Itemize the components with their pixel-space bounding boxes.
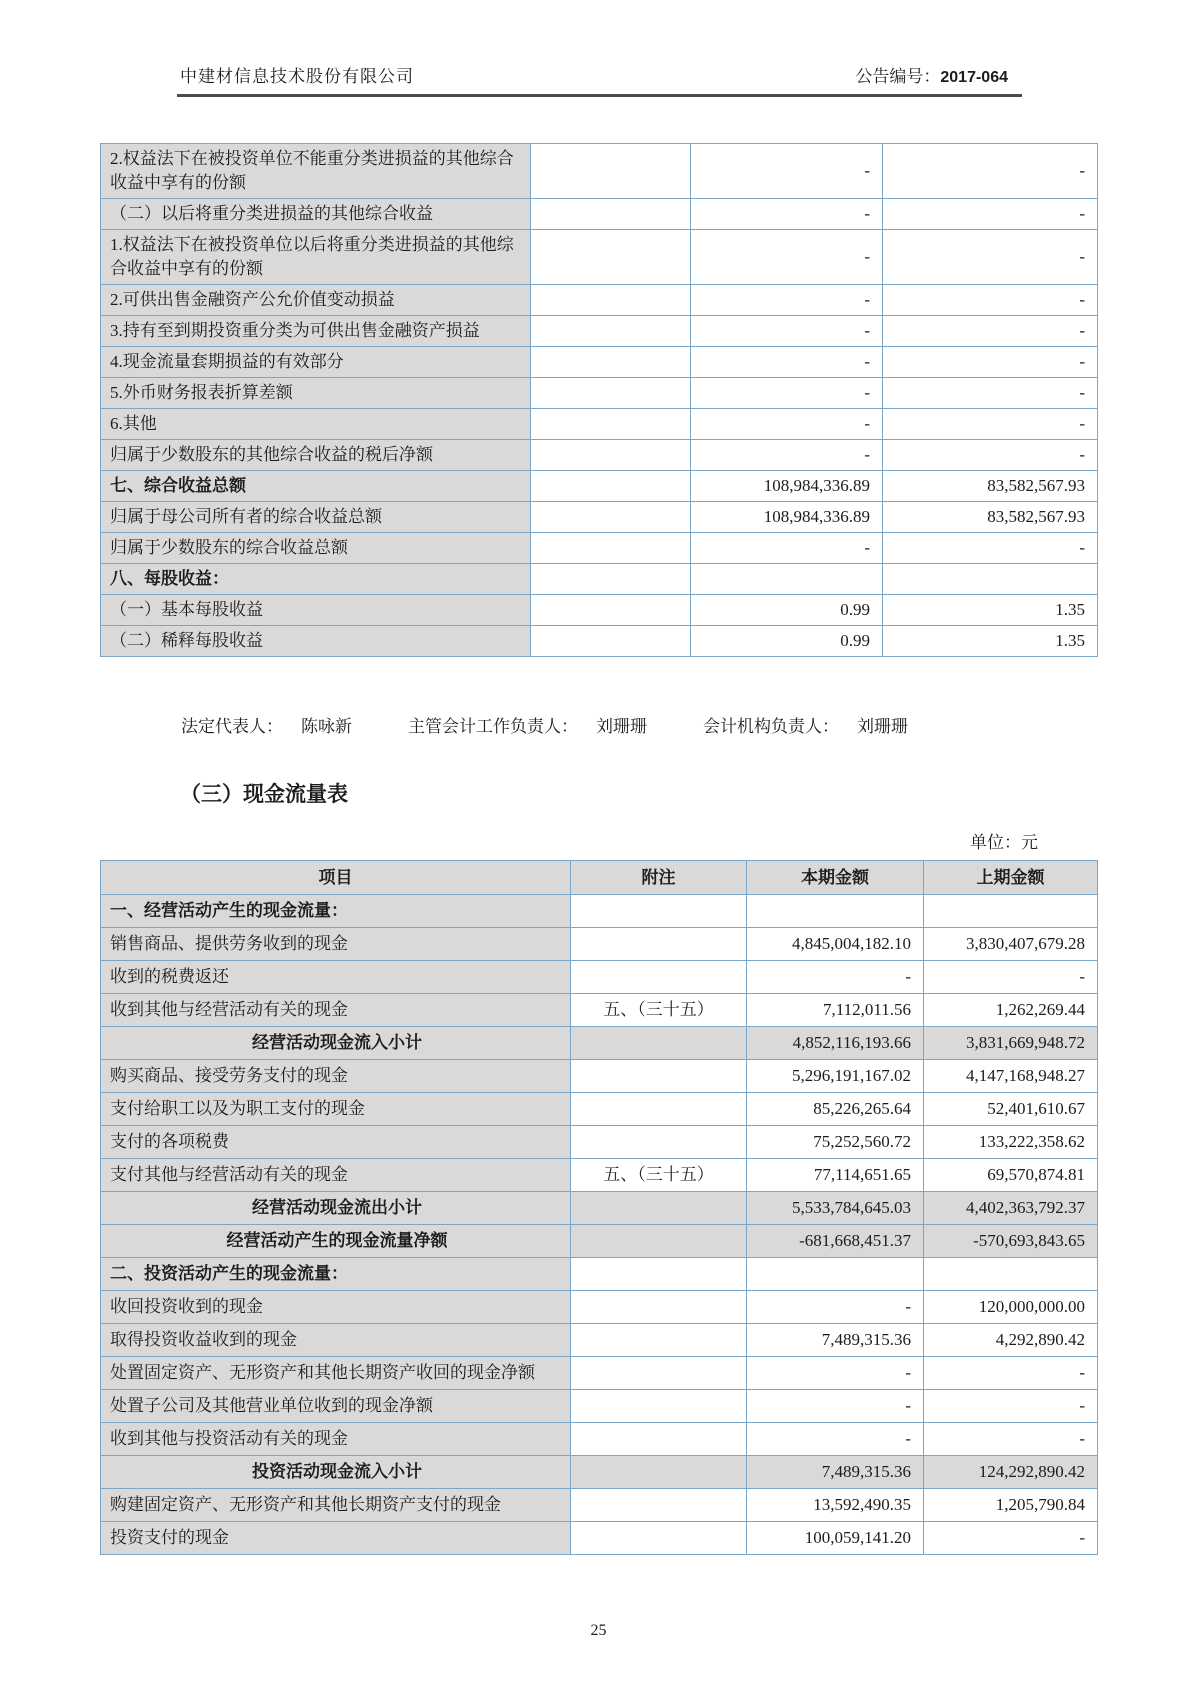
notice-label: 公告编号： — [855, 67, 941, 86]
row-current-cell — [747, 1258, 924, 1291]
income-table-row — [101, 316, 1098, 347]
row-label-cell: 6.其他 — [101, 409, 531, 440]
cash-flow-table-row — [101, 994, 1098, 1027]
row-note-cell — [531, 409, 691, 440]
row-note-cell — [531, 199, 691, 230]
row-label-cell: 经营活动产生的现金流量净额 — [101, 1225, 571, 1258]
row-current-cell: - — [691, 378, 883, 409]
income-table-row — [101, 440, 1098, 471]
row-note-cell — [571, 1126, 747, 1159]
row-current-cell: 13,592,490.35 — [747, 1489, 924, 1522]
col-header-note: 附注 — [571, 861, 747, 895]
row-label-cell: 处置固定资产、无形资产和其他长期资产收回的现金净额 — [101, 1357, 571, 1390]
notice-value: 2017-064 — [940, 69, 1008, 86]
row-label-cell: 归属于少数股东的综合收益总额 — [101, 533, 531, 564]
row-note-cell — [531, 230, 691, 285]
row-note-cell — [531, 533, 691, 564]
row-current-cell: 7,112,011.56 — [747, 994, 924, 1027]
row-prior-cell: 52,401,610.67 — [924, 1093, 1098, 1126]
row-prior-cell: 3,830,407,679.28 — [924, 928, 1098, 961]
legal-representative — [181, 712, 352, 737]
row-label-cell: 归属于少数股东的其他综合收益的税后净额 — [101, 440, 531, 471]
row-label-cell: 3.持有至到期投资重分类为可供出售金融资产损益 — [101, 316, 531, 347]
row-prior-cell: - — [924, 961, 1098, 994]
row-label-cell: 归属于母公司所有者的综合收益总额 — [101, 502, 531, 533]
cash-flow-table-row — [101, 1159, 1098, 1192]
income-table-row — [101, 564, 1098, 595]
row-prior-cell — [924, 895, 1098, 928]
row-current-cell: - — [691, 316, 883, 347]
row-label-cell: 2.权益法下在被投资单位不能重分类进损益的其他综合收益中享有的份额 — [101, 144, 531, 199]
cash-flow-table-row — [101, 1489, 1098, 1522]
row-current-cell: 77,114,651.65 — [747, 1159, 924, 1192]
row-prior-cell: 120,000,000.00 — [924, 1291, 1098, 1324]
row-note-cell — [571, 1225, 747, 1258]
row-label-cell: 八、每股收益： — [101, 564, 531, 595]
row-current-cell — [747, 895, 924, 928]
row-note-cell — [571, 1456, 747, 1489]
row-current-cell: 7,489,315.36 — [747, 1324, 924, 1357]
row-note-cell: 五、（三十五） — [571, 994, 747, 1027]
row-note-cell — [531, 285, 691, 316]
cash-flow-table-row — [101, 928, 1098, 961]
cash-flow-table-row — [101, 961, 1098, 994]
row-note-cell — [531, 347, 691, 378]
row-label-cell: 销售商品、提供劳务收到的现金 — [101, 928, 571, 961]
row-prior-cell: - — [883, 144, 1098, 199]
income-table-row — [101, 502, 1098, 533]
row-note-cell — [571, 1291, 747, 1324]
row-label-cell: 5.外币财务报表折算差额 — [101, 378, 531, 409]
cash-flow-table-row — [101, 1027, 1098, 1060]
row-prior-cell: - — [924, 1423, 1098, 1456]
cash-flow-table-row — [101, 1258, 1098, 1291]
row-label-cell: 投资支付的现金 — [101, 1522, 571, 1555]
accounting-org-head-label: 会计机构负责人： — [703, 717, 839, 736]
row-prior-cell: - — [924, 1390, 1098, 1423]
row-prior-cell: 83,582,567.93 — [883, 502, 1098, 533]
row-note-cell — [531, 595, 691, 626]
row-prior-cell: 1.35 — [883, 626, 1098, 657]
row-current-cell: -681,668,451.37 — [747, 1225, 924, 1258]
row-prior-cell: 1,262,269.44 — [924, 994, 1098, 1027]
income-table-row — [101, 347, 1098, 378]
row-note-cell — [531, 502, 691, 533]
row-current-cell: - — [747, 1357, 924, 1390]
company-name: 中建材信息技术股份有限公司 — [180, 67, 414, 86]
row-prior-cell: 4,292,890.42 — [924, 1324, 1098, 1357]
row-prior-cell: 1,205,790.84 — [924, 1489, 1098, 1522]
row-note-cell — [571, 1390, 747, 1423]
row-current-cell: - — [691, 409, 883, 440]
row-current-cell: 4,852,116,193.66 — [747, 1027, 924, 1060]
row-prior-cell: -570,693,843.65 — [924, 1225, 1098, 1258]
row-prior-cell: - — [883, 378, 1098, 409]
row-current-cell: - — [691, 285, 883, 316]
row-label-cell: 收到其他与投资活动有关的现金 — [101, 1423, 571, 1456]
section-title: （三）现金流量表 — [180, 783, 348, 806]
cash-flow-table-body — [101, 895, 1098, 1555]
row-prior-cell: 4,147,168,948.27 — [924, 1060, 1098, 1093]
row-note-cell — [571, 895, 747, 928]
chief-accountant-name: 刘珊珊 — [596, 717, 647, 736]
notice-number — [855, 62, 1008, 87]
row-label-cell: 投资活动现金流入小计 — [101, 1456, 571, 1489]
row-note-cell — [571, 1324, 747, 1357]
row-current-cell: - — [747, 1423, 924, 1456]
row-current-cell: 5,296,191,167.02 — [747, 1060, 924, 1093]
col-header-item: 项目 — [101, 861, 571, 895]
page-number: 25 — [590, 1622, 607, 1639]
row-current-cell: 75,252,560.72 — [747, 1126, 924, 1159]
income-table-row — [101, 285, 1098, 316]
row-label-cell: 支付的各项税费 — [101, 1126, 571, 1159]
row-note-cell — [531, 564, 691, 595]
row-prior-cell: - — [924, 1522, 1098, 1555]
cash-flow-table-row — [101, 1324, 1098, 1357]
cash-flow-table-row — [101, 1225, 1098, 1258]
row-prior-cell: - — [883, 409, 1098, 440]
row-note-cell — [531, 378, 691, 409]
row-label-cell: 购建固定资产、无形资产和其他长期资产支付的现金 — [101, 1489, 571, 1522]
unit-note: 单位：元 — [970, 833, 1038, 852]
row-note-cell — [531, 440, 691, 471]
row-current-cell: 5,533,784,645.03 — [747, 1192, 924, 1225]
chief-accountant — [408, 712, 647, 737]
row-current-cell: - — [747, 961, 924, 994]
income-table-row — [101, 378, 1098, 409]
signatories-line — [181, 712, 1081, 737]
col-header-prior-amount: 上期金额 — [924, 861, 1098, 895]
row-note-cell — [571, 1027, 747, 1060]
row-label-cell: 经营活动现金流出小计 — [101, 1192, 571, 1225]
legal-representative-label: 法定代表人： — [181, 717, 283, 736]
cash-flow-table-row — [101, 1423, 1098, 1456]
row-note-cell: 五、（三十五） — [571, 1159, 747, 1192]
row-label-cell: 收到的税费返还 — [101, 961, 571, 994]
row-note-cell — [571, 961, 747, 994]
row-prior-cell: 4,402,363,792.37 — [924, 1192, 1098, 1225]
row-note-cell — [531, 144, 691, 199]
row-current-cell: - — [691, 533, 883, 564]
row-current-cell: - — [691, 199, 883, 230]
row-note-cell — [571, 1522, 747, 1555]
income-table-row — [101, 144, 1098, 199]
accounting-org-head-name: 刘珊珊 — [857, 717, 908, 736]
row-prior-cell: 133,222,358.62 — [924, 1126, 1098, 1159]
header-rule — [177, 94, 1022, 97]
cash-flow-table-head — [101, 861, 1098, 895]
row-prior-cell: 69,570,874.81 — [924, 1159, 1098, 1192]
row-label-cell: （二）以后将重分类进损益的其他综合收益 — [101, 199, 531, 230]
row-label-cell: 收回投资收到的现金 — [101, 1291, 571, 1324]
row-label-cell: （二）稀释每股收益 — [101, 626, 531, 657]
row-label-cell: 处置子公司及其他营业单位收到的现金净额 — [101, 1390, 571, 1423]
row-prior-cell: - — [883, 199, 1098, 230]
row-prior-cell: - — [924, 1357, 1098, 1390]
row-prior-cell: - — [883, 316, 1098, 347]
row-label-cell: 经营活动现金流入小计 — [101, 1027, 571, 1060]
row-current-cell: 100,059,141.20 — [747, 1522, 924, 1555]
row-note-cell — [571, 1192, 747, 1225]
row-current-cell: 108,984,336.89 — [691, 471, 883, 502]
row-prior-cell: - — [883, 440, 1098, 471]
col-header-current-amount: 本期金额 — [747, 861, 924, 895]
row-label-cell: 取得投资收益收到的现金 — [101, 1324, 571, 1357]
row-current-cell: - — [691, 440, 883, 471]
row-prior-cell: 1.35 — [883, 595, 1098, 626]
legal-representative-name: 陈咏新 — [301, 717, 352, 736]
row-note-cell — [571, 1357, 747, 1390]
row-label-cell: 1.权益法下在被投资单位以后将重分类进损益的其他综合收益中享有的份额 — [101, 230, 531, 285]
row-label-cell: 购买商品、接受劳务支付的现金 — [101, 1060, 571, 1093]
row-label-cell: 支付其他与经营活动有关的现金 — [101, 1159, 571, 1192]
row-prior-cell — [883, 564, 1098, 595]
row-current-cell: 85,226,265.64 — [747, 1093, 924, 1126]
row-current-cell — [691, 564, 883, 595]
accounting-org-head — [703, 712, 908, 737]
row-current-cell: - — [747, 1291, 924, 1324]
row-note-cell — [571, 1489, 747, 1522]
row-note-cell — [571, 1423, 747, 1456]
income-table-row — [101, 199, 1098, 230]
row-current-cell: 108,984,336.89 — [691, 502, 883, 533]
row-label-cell: 二、投资活动产生的现金流量： — [101, 1258, 571, 1291]
row-prior-cell: - — [883, 230, 1098, 285]
row-label-cell: 收到其他与经营活动有关的现金 — [101, 994, 571, 1027]
row-prior-cell: - — [883, 347, 1098, 378]
row-prior-cell: 83,582,567.93 — [883, 471, 1098, 502]
row-prior-cell: 3,831,669,948.72 — [924, 1027, 1098, 1060]
income-table-row — [101, 409, 1098, 440]
row-current-cell: 7,489,315.36 — [747, 1456, 924, 1489]
cash-flow-table — [100, 860, 1098, 1555]
cash-flow-table-row — [101, 1456, 1098, 1489]
row-current-cell: - — [691, 144, 883, 199]
row-current-cell: - — [747, 1390, 924, 1423]
row-prior-cell: - — [883, 533, 1098, 564]
row-current-cell: - — [691, 347, 883, 378]
row-label-cell: 七、综合收益总额 — [101, 471, 531, 502]
cash-flow-table-row — [101, 1390, 1098, 1423]
row-note-cell — [531, 626, 691, 657]
row-prior-cell — [924, 1258, 1098, 1291]
cash-flow-table-row — [101, 1060, 1098, 1093]
income-table-row — [101, 626, 1098, 657]
row-current-cell: 4,845,004,182.10 — [747, 928, 924, 961]
cash-flow-table-row — [101, 1093, 1098, 1126]
row-current-cell: 0.99 — [691, 626, 883, 657]
row-label-cell: 一、经营活动产生的现金流量： — [101, 895, 571, 928]
row-label-cell: 2.可供出售金融资产公允价值变动损益 — [101, 285, 531, 316]
row-label-cell: 支付给职工以及为职工支付的现金 — [101, 1093, 571, 1126]
row-note-cell — [571, 1258, 747, 1291]
income-table-row — [101, 230, 1098, 285]
row-label-cell: 4.现金流量套期损益的有效部分 — [101, 347, 531, 378]
cash-flow-table-row — [101, 895, 1098, 928]
cash-flow-table-row — [101, 1126, 1098, 1159]
row-label-cell: （一）基本每股收益 — [101, 595, 531, 626]
row-note-cell — [571, 1093, 747, 1126]
row-current-cell: - — [691, 230, 883, 285]
cash-flow-table-row — [101, 1357, 1098, 1390]
cash-flow-table-row — [101, 1291, 1098, 1324]
cash-flow-table-row — [101, 1192, 1098, 1225]
cash-flow-table-row — [101, 1522, 1098, 1555]
row-note-cell — [531, 471, 691, 502]
cash-flow-header-row — [101, 861, 1098, 895]
income-table-body — [101, 144, 1098, 657]
income-table-row — [101, 471, 1098, 502]
income-table-row — [101, 533, 1098, 564]
income-table-row — [101, 595, 1098, 626]
row-note-cell — [571, 1060, 747, 1093]
row-note-cell — [571, 928, 747, 961]
row-prior-cell: - — [883, 285, 1098, 316]
comprehensive-income-table — [100, 143, 1098, 657]
row-current-cell: 0.99 — [691, 595, 883, 626]
chief-accountant-label: 主管会计工作负责人： — [408, 717, 578, 736]
row-note-cell — [531, 316, 691, 347]
row-prior-cell: 124,292,890.42 — [924, 1456, 1098, 1489]
